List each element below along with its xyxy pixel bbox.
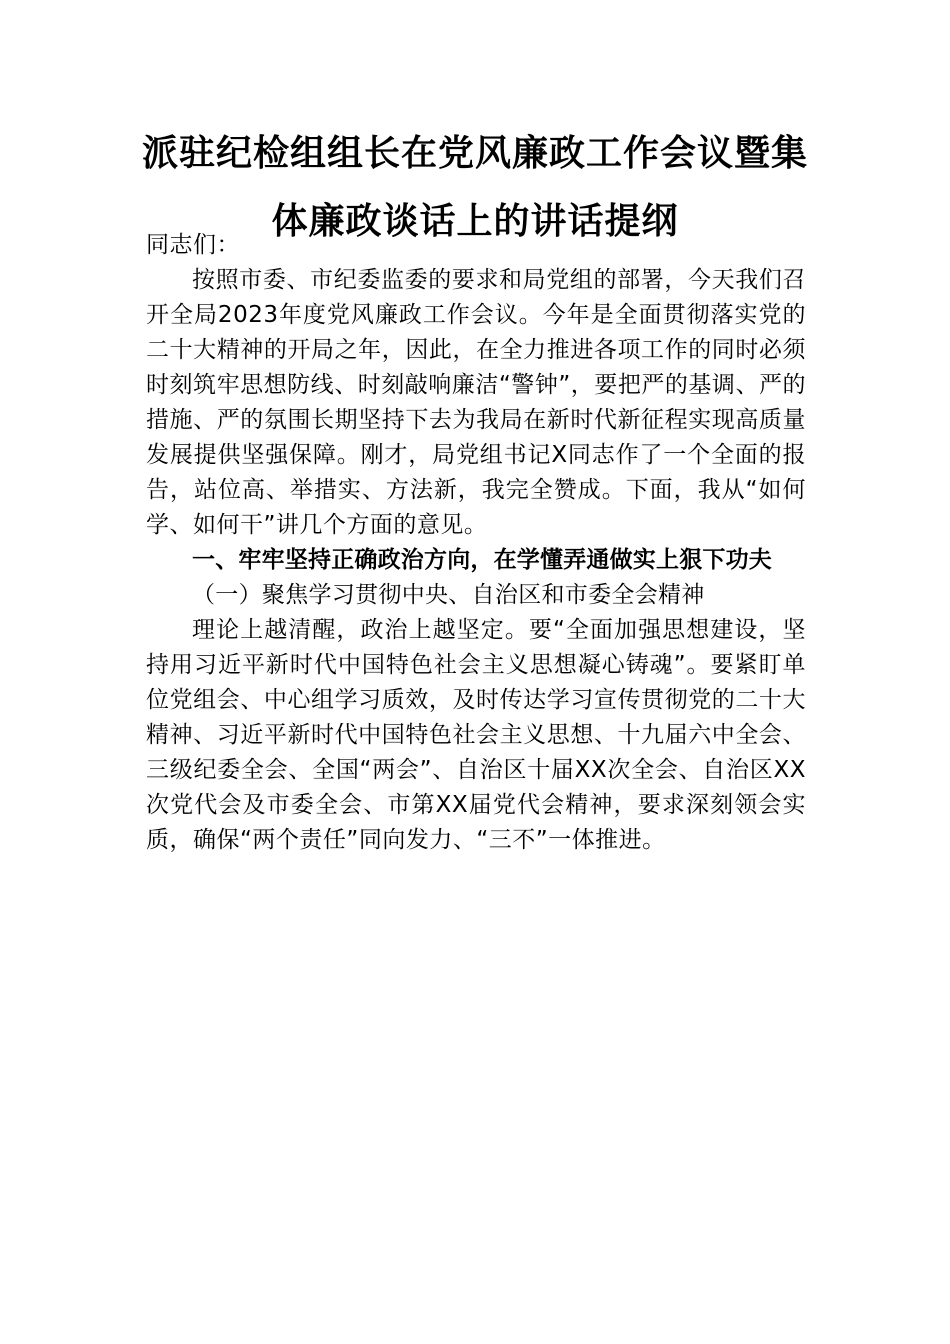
body-paragraph-2: 理论上越清醒，政治上越坚定。要“全面加强思想建设，坚持用习近平新时代中国特色社会主义思想凝心铸魂”。要紧盯单位党组会、中心组学习质效，及时传达学习宣传贯彻党的二十大精神、习近平新时代中国特色社会主义思想、十九届六中全会、三级纪委全会、全国“两会”、自治区十届XX次全会、自治区XX次党代会及市委全会、市第XX届党代会精神，要求深刻领会实质，确保“两个责任”同向发力、“三不”一体推进。 — [146, 617, 806, 853]
salutation: 同志们： — [146, 232, 240, 258]
document-body — [146, 228, 806, 858]
document-title-line-1: 派驻纪检组组长在党风廉政工作会议暨集 — [141, 132, 808, 174]
subsection-heading-1-1: （一）聚焦学习贯彻中央、自治区和市委全会精神 — [192, 582, 705, 608]
section-heading-1: 一、牢牢坚持正确政治方向，在学懂弄通做实上狠下功夫 — [192, 547, 772, 573]
document-title-line-2: 体廉政谈话上的讲话提纲 — [271, 200, 679, 242]
opening-paragraph: 按照市委、市纪委监委的要求和局党组的部署，今天我们召开全局2023年度党风廉政工作会议。今年是全面贯彻落实党的二十大精神的开局之年，因此，在全力推进各项工作的同时必须时刻筑牢思想防线、时刻敲响廉洁“警钟”，要把严的基调、严的措施、严的氛围长期坚持下去为我局在新时代新征程实现高质量发展提供坚强保障。刚才，局党组书记X同志作了一个全面的报告，站位高、举措实、方法新，我完全赞成。下面，我从“如何学、如何干”讲几个方面的意见。 — [146, 267, 806, 538]
